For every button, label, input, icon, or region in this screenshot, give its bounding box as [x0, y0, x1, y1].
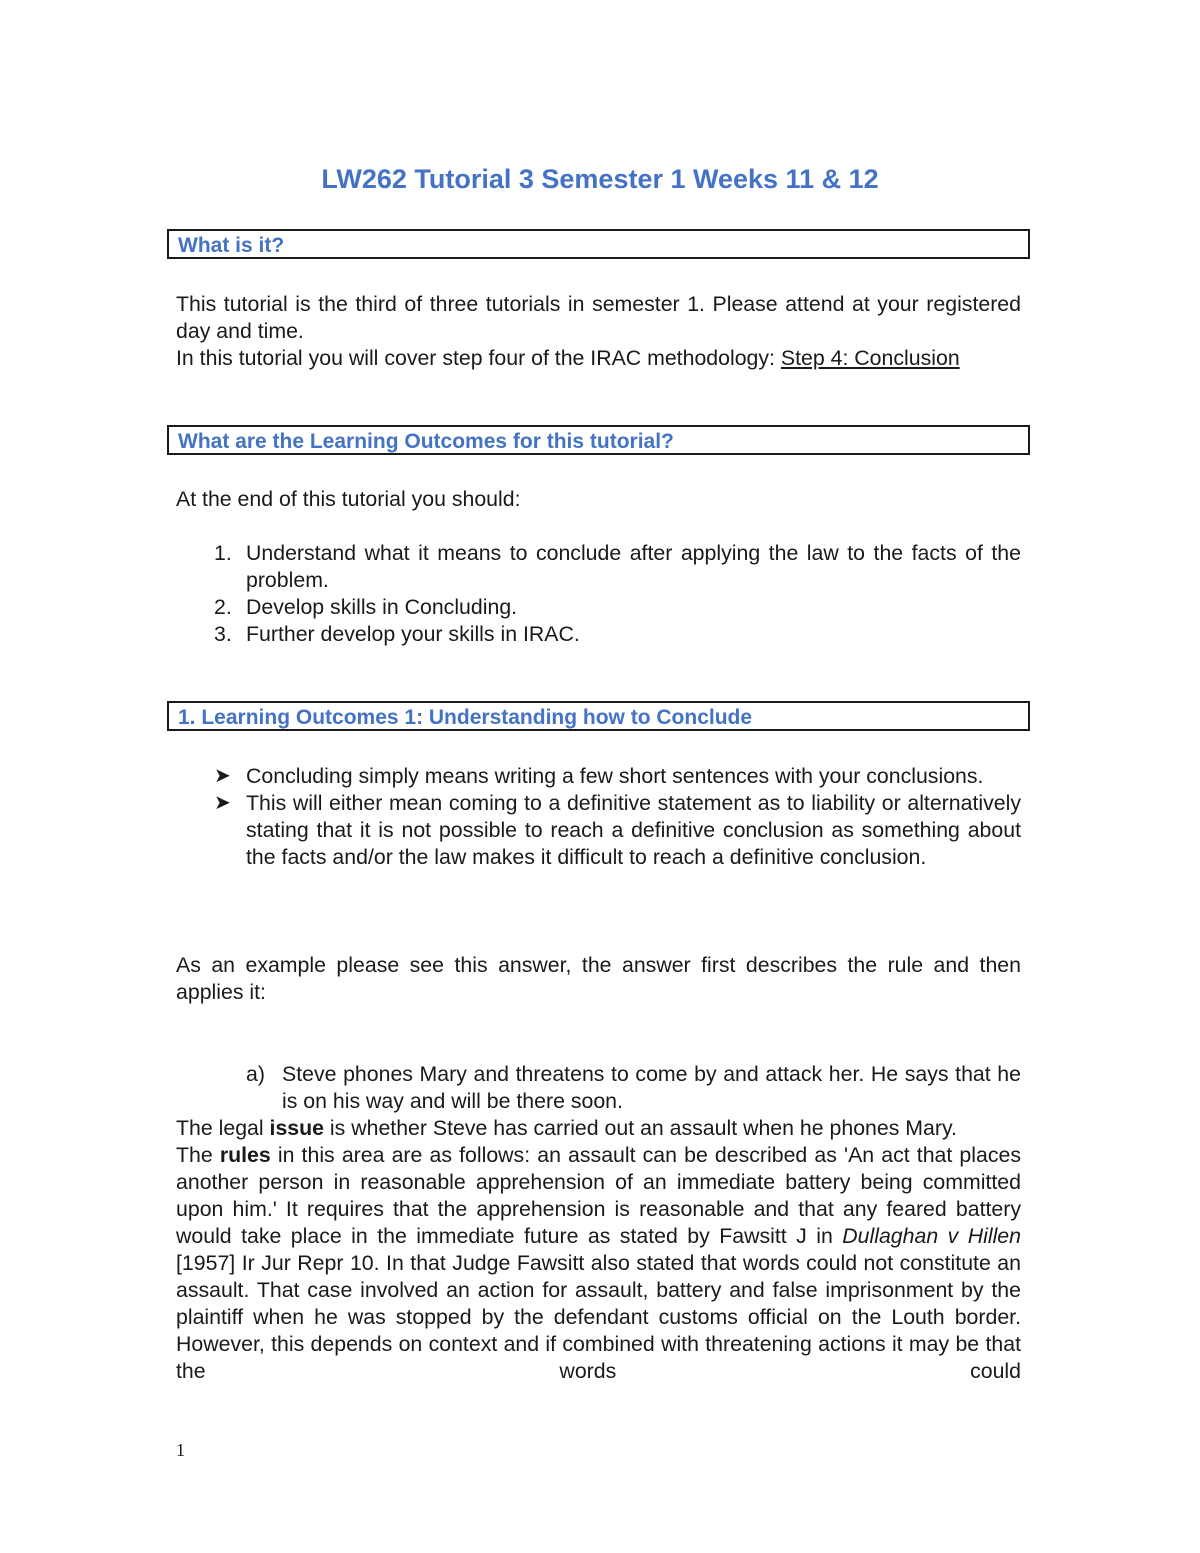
- scenario-item: [176, 1061, 1021, 1115]
- list-number: 3.: [214, 622, 232, 646]
- list-item-text: Concluding simply means writing a few short sentences with your conclusions.: [246, 764, 984, 788]
- list-item-text: This will either mean coming to a definitive statement as to liability or alternatively stating that it is not possible to reach a definitive conclusion as something about the facts and/or the law makes it difficult to reach a definitive conclusion.: [246, 791, 1021, 869]
- list-item-text: Further develop your skills in IRAC.: [246, 622, 580, 646]
- rules-paragraph: [176, 1142, 1021, 1385]
- list-item-text: Develop skills in Concluding.: [246, 595, 518, 619]
- list-number: 1.: [214, 541, 232, 565]
- issue-bold: issue: [269, 1116, 324, 1140]
- list-item: [176, 621, 1021, 648]
- rules-bold: rules: [219, 1143, 271, 1167]
- issue-text-post: is whether Steve has carried out an assault when he phones Mary.: [324, 1116, 957, 1140]
- scenario-label: a): [246, 1062, 265, 1086]
- irac-step-paragraph: [176, 345, 1021, 372]
- rules-text-mid: in this area are as follows: an assault can be described as 'An act that places another person in reasonable apprehension of an immediate battery being committed upon him.' It requires that the apprehension is reasonable and that any feared battery would take place in the immediate future as stated by Fawsitt J in: [176, 1143, 1021, 1248]
- intro-paragraph: [176, 291, 1021, 372]
- rules-text-pre: The: [176, 1143, 220, 1167]
- intro-text: This tutorial is the third of three tutorials in semester 1. Please attend at your registered day and time.: [176, 292, 1021, 343]
- section-heading-learning-outcome-1: 1. Learning Outcomes 1: Understanding how to Conclude: [167, 701, 1030, 731]
- step-4-link: Step 4: Conclusion: [780, 346, 960, 370]
- list-item: [176, 540, 1021, 594]
- case-name: Dullaghan v Hillen: [842, 1224, 1021, 1248]
- conclude-bullets: [176, 763, 1021, 871]
- issue-text-pre: The legal: [176, 1116, 270, 1140]
- section-heading-learning-outcomes: What are the Learning Outcomes for this tutorial?: [167, 425, 1030, 455]
- arrow-bullet-icon: ➤: [214, 765, 231, 787]
- list-item: [176, 790, 1021, 871]
- outcomes-list: [176, 540, 1021, 648]
- outcomes-intro: At the end of this tutorial you should:: [176, 487, 521, 511]
- example-intro: As an example please see this answer, the answer first describes the rule and then applies it:: [176, 953, 1021, 1004]
- list-item: [176, 594, 1021, 621]
- irac-step-text: In this tutorial you will cover step four of the IRAC methodology:: [176, 346, 781, 370]
- arrow-bullet-icon: ➤: [214, 792, 231, 814]
- scenario-text: Steve phones Mary and threatens to come by and attack her. He says that he is on his way and will be there soon.: [282, 1062, 1021, 1113]
- issue-paragraph: [176, 1115, 1021, 1142]
- page-number: 1: [176, 1440, 185, 1460]
- list-item: [176, 763, 1021, 790]
- rules-text-post: [1957] Ir Jur Repr 10. In that Judge Fawsitt also stated that words could not constitute an assault. That case involved an action for assault, battery and false imprisonment by the plaintiff when he was stopped by the defendant customs official on the Louth border. However, this depends on context and if combined with threatening actions it may be that the words could: [176, 1251, 1021, 1383]
- section-heading-what-is-it: What is it?: [167, 229, 1030, 259]
- document-title: LW262 Tutorial 3 Semester 1 Weeks 11 & 12: [321, 164, 879, 194]
- list-item-text: Understand what it means to conclude after applying the law to the facts of the problem.: [246, 541, 1021, 592]
- scenario-and-answer: [176, 1061, 1021, 1385]
- list-number: 2.: [214, 595, 232, 619]
